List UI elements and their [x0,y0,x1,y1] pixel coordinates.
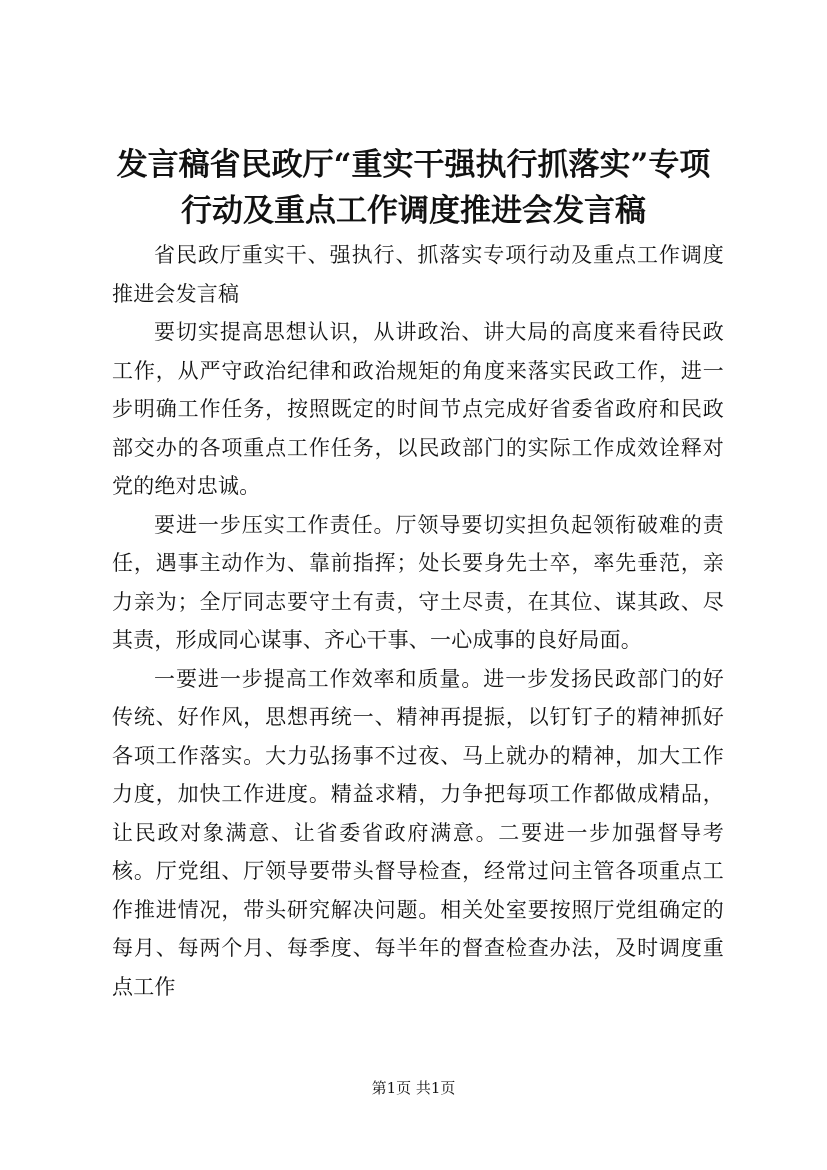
page-footer: 第1页 共1页 [371,1079,456,1097]
title-line-1: 发言稿省民政厅“重实干强执行抓落实”专项 [116,147,711,183]
document-title [90,142,737,234]
paragraph-responsibility: 要进一步压实工作责任。厅领导要切实担负起领衔破难的责任，遇事主动作为、靠前指挥；处长要身先士卒，率先垂范，亲力亲为；全厅同志要守土有责，守土尽责，在其位、谋其政、尽其责，形成同心谋事、齐心干事、一心成事的良好局面。 [112,512,724,652]
paragraph-efficiency-and-supervision: 一要进一步提高工作效率和质量。进一步发扬民政部门的好传统、好作风，思想再统一、精神再提振，以钉钉子的精神抓好各项工作落实。大力弘扬事不过夜、马上就办的精神，加大工作力度，加快工作进度。精益求精，力争把每项工作都做成精品，让民政对象满意、让省委省政府满意。二要进一步加强督导考核。厅党组、厅领导要带头督导检查，经常过问主管各项重点工作推进情况，带头研究解决问题。相关处室要按照厅党组确定的每月、每两个月、每季度、每半年的督查检查办法，及时调度重点工作 [112,666,724,999]
paragraph-thought-awareness: 要切实提高思想认识，从讲政治、讲大局的高度来看待民政工作，从严守政治纪律和政治规矩的角度来落实民政工作，进一步明确工作任务，按照既定的时间节点完成好省委省政府和民政部交办的各项重点工作任务，以民政部门的实际工作成效诠释对党的绝对忠诚。 [112,320,724,498]
paragraph-subtitle: 省民政厅重实干、强执行、抓落实专项行动及重点工作调度推进会发言稿 [112,243,724,306]
title-line-2: 行动及重点工作调度推进会发言稿 [181,193,646,229]
document-body [112,236,724,1006]
